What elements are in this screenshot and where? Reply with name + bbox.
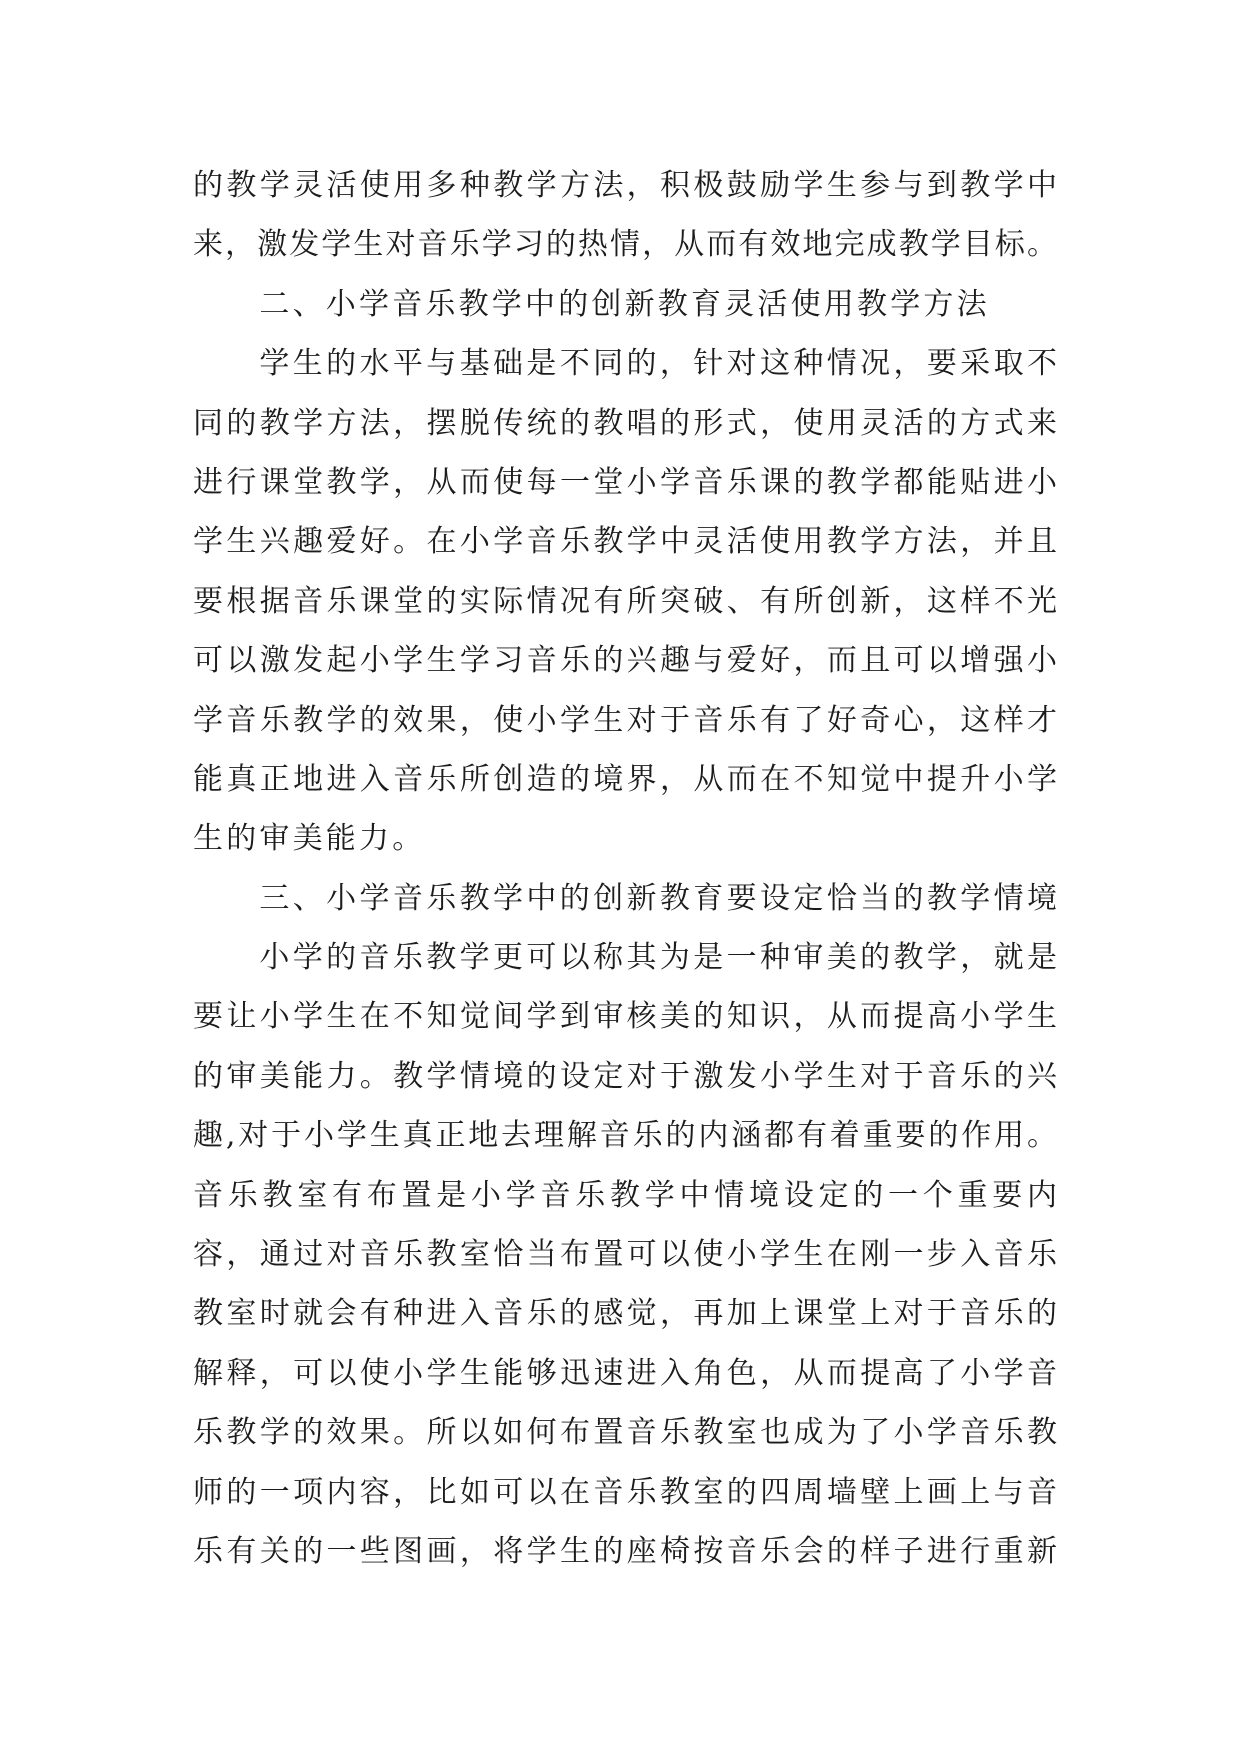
text-line: 学生的水平与基础是不同的，针对这种情况，要采取不 [259, 346, 1057, 382]
text-line: 乐有关的一些图画，将学生的座椅按音乐会的样子进行重新 [193, 1533, 1057, 1569]
document-body [193, 156, 1057, 1581]
text-line: 学音乐教学的效果，使小学生对于音乐有了好奇心，这样才 [193, 702, 1057, 738]
text-line: 要让小学生在不知觉间学到审核美的知识，从而提高小学生 [193, 999, 1057, 1035]
text-line: 的审美能力。教学情境的设定对于激发小学生对于音乐的兴 [193, 1058, 1057, 1094]
text-line: 教室时就会有种进入音乐的感觉，再加上课堂上对于音乐的 [193, 1296, 1057, 1332]
text-line: 音乐教室有布置是小学音乐教学中情境设定的一个重要内 [193, 1177, 1057, 1213]
text-line: 生的审美能力。 [193, 821, 426, 857]
section-heading [193, 275, 1057, 334]
text-line: 学生兴趣爱好。在小学音乐教学中灵活使用教学方法，并且 [193, 524, 1057, 560]
text-line: 解释，可以使小学生能够迅速进入角色，从而提高了小学音 [193, 1355, 1057, 1391]
paragraph [193, 928, 1057, 1581]
text-line: 能真正地进入音乐所创造的境界，从而在不知觉中提升小学 [193, 761, 1057, 797]
paragraph [193, 334, 1057, 869]
text-line: 乐教学的效果。所以如何布置音乐教室也成为了小学音乐教 [193, 1415, 1057, 1451]
text-line: 要根据音乐课堂的实际情况有所突破、有所创新，这样不光 [193, 583, 1057, 619]
text-line: 可以激发起小学生学习音乐的兴趣与爱好，而且可以增强小 [193, 643, 1057, 679]
text-line: 同的教学方法，摆脱传统的教唱的形式，使用灵活的方式来 [193, 405, 1057, 441]
heading-line: 二、小学音乐教学中的创新教育灵活使用教学方法 [259, 286, 990, 322]
text-line: 趣,对于小学生真正地去理解音乐的内涵都有着重要的作用。 [193, 1118, 1057, 1154]
text-line: 小学的音乐教学更可以称其为是一种审美的教学，就是 [259, 940, 1057, 976]
text-line: 的教学灵活使用多种教学方法，积极鼓励学生参与到教学中 [193, 168, 1057, 203]
text-line: 进行课堂教学，从而使每一堂小学音乐课的教学都能贴进小 [193, 464, 1057, 500]
section-heading [193, 869, 1057, 928]
paragraph [193, 156, 1057, 275]
text-line: 容，通过对音乐教室恰当布置可以使小学生在刚一步入音乐 [193, 1237, 1057, 1273]
text-line: 师的一项内容，比如可以在音乐教室的四周墙壁上画上与音 [193, 1474, 1057, 1510]
text-line: 来，激发学生对音乐学习的热情，从而有效地完成教学目标。 [193, 227, 1057, 263]
heading-line: 三、小学音乐教学中的创新教育要设定恰当的教学情境 [259, 880, 1057, 916]
